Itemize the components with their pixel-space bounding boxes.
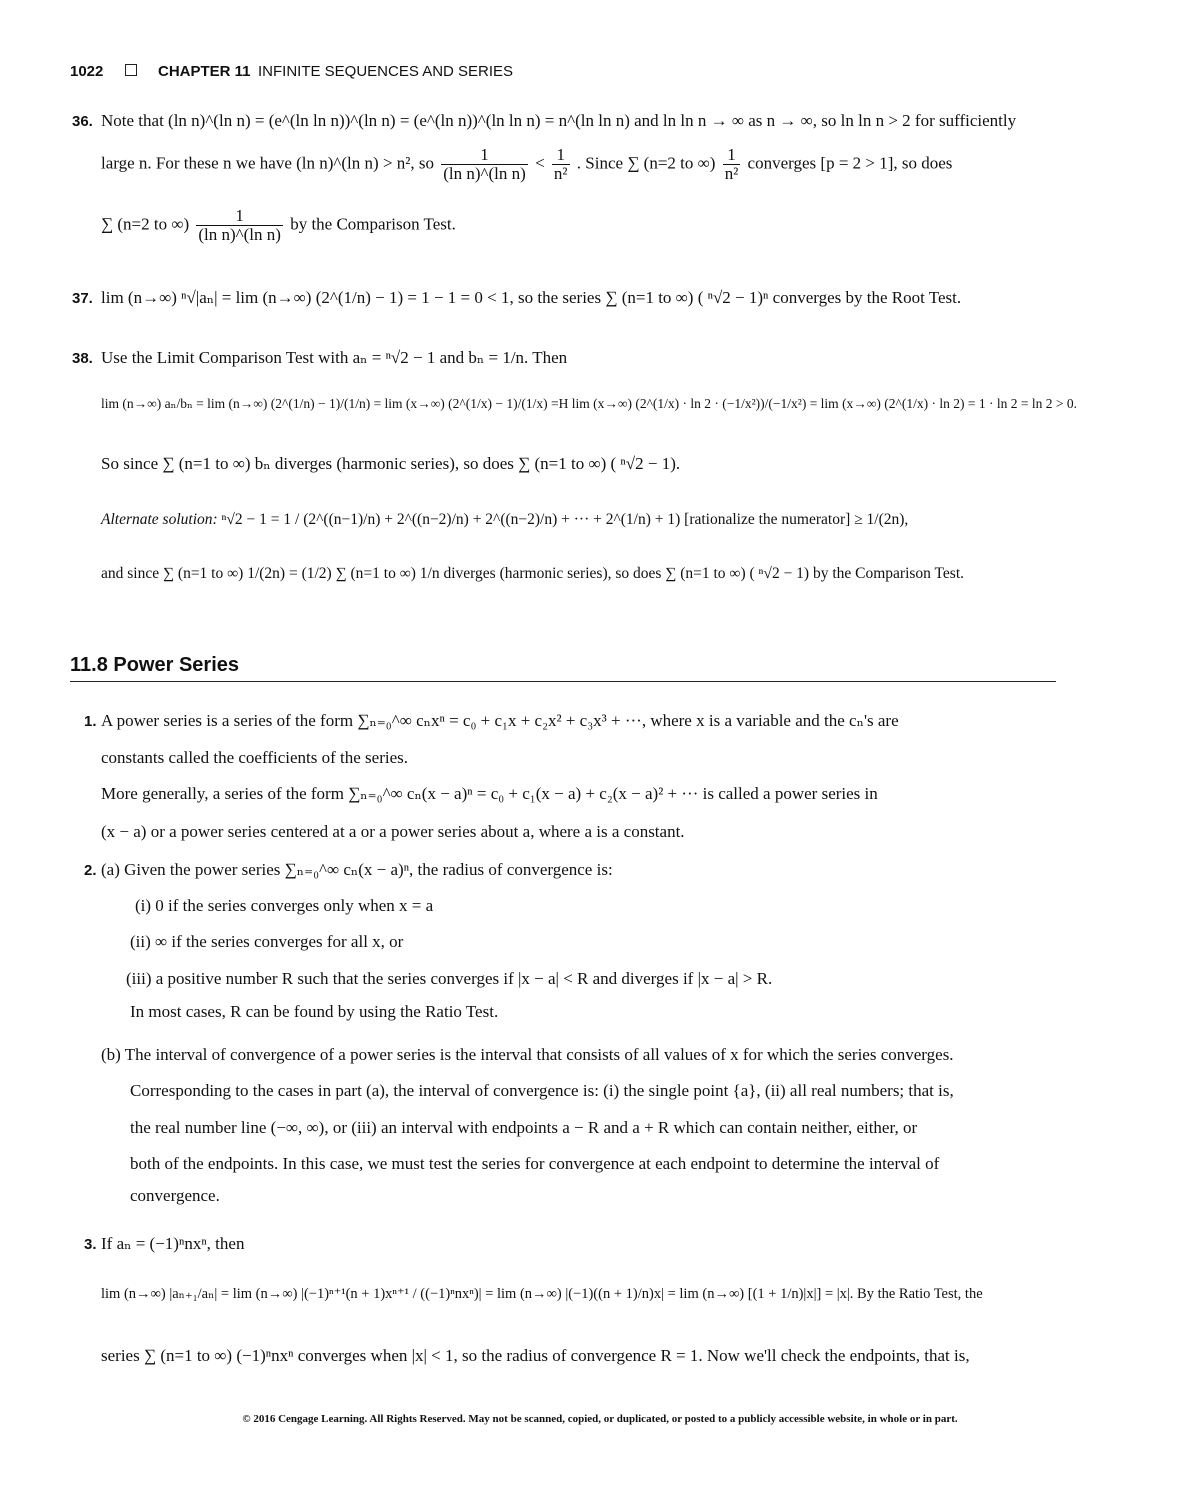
numerator: 1	[196, 207, 283, 226]
problem-38-alternate	[101, 511, 908, 529]
problem-38-line5: and since ∑ (n=1 to ∞) 1/(2n) = (1/2) ∑ (n=1 to ∞) 1/n diverges (harmonic series), so does ∑ (n=1 to ∞) ( ⁿ√2 − 1) by the Comparison Test.	[101, 565, 965, 582]
problem-38-number: 38.	[72, 350, 93, 367]
page-number: 1022	[70, 63, 104, 80]
denominator: (ln n)^(ln n)	[443, 164, 526, 183]
copyright-icon: ©	[242, 1413, 251, 1425]
copyright-footer	[0, 1413, 1200, 1425]
power-series-2-b-line1: (b) The interval of convergence of a power series is the interval that consists of all values of x for which the series converges.	[101, 1045, 954, 1064]
power-series-1-line2: constants called the coefficients of the series.	[101, 748, 408, 767]
numerator: 1	[441, 146, 528, 165]
summation: ∑ (n=2 to ∞)	[101, 214, 190, 234]
copyright-text: 2016 Cengage Learning. All Rights Reserved. May not be scanned, copied, or duplicated, or posted to a publicly accessible website, in whole or in part.	[253, 1413, 958, 1425]
power-series-1-number: 1.	[84, 713, 97, 730]
alternate-solution-label: Alternate solution:	[101, 511, 218, 528]
fraction	[552, 146, 570, 183]
problem-36-line2-c: . Since	[576, 153, 624, 173]
power-series-2-a: (a) Given the power series ∑ₙ₌₀^∞ cₙ(x − a)ⁿ, the radius of convergence is:	[101, 860, 613, 879]
problem-37-text-b: ( ⁿ√2 − 1)ⁿ converges by the Root Test.	[697, 288, 962, 307]
power-series-2-number: 2.	[84, 862, 97, 879]
numerator: 1	[552, 146, 570, 165]
power-series-2-b-line4: both of the endpoints. In this case, we must test the series for convergence at each endpoint to determine the interval of	[130, 1154, 940, 1173]
alternate-solution-text: ⁿ√2 − 1 = 1 / (2^((n−1)/n) + 2^((n−2)/n) + 2^((n−2)/n) + ··· + 2^(1/n) + 1) [rationalize the numerator] ≥ 1/(2n),	[221, 511, 909, 528]
power-series-3-line1: If aₙ = (−1)ⁿnxⁿ, then	[101, 1234, 245, 1253]
summation: ∑ (n=2 to ∞)	[627, 153, 716, 173]
problem-37-line	[101, 288, 961, 308]
power-series-2-b-line2: Corresponding to the cases in part (a), the interval of convergence is: (i) the single point {a}, (ii) all real numbers; that is,	[130, 1081, 954, 1100]
power-series-2-a-i: (i) 0 if the series converges only when x = a	[135, 896, 434, 915]
denominator: n²	[724, 164, 739, 183]
problem-36-number: 36.	[72, 113, 93, 130]
power-series-2-b-line3: the real number line (−∞, ∞), or (iii) an interval with endpoints a − R and a + R which can contain neither, either, or	[130, 1118, 918, 1137]
problem-36-line2-b: <	[535, 153, 545, 173]
fraction	[441, 146, 528, 183]
header-box-icon	[125, 64, 137, 76]
problem-37-text-a: lim (n→∞) ⁿ√|aₙ| = lim (n→∞) (2^(1/n) − 1) = 1 − 1 = 0 < 1, so the series	[101, 288, 602, 307]
fraction	[723, 146, 741, 183]
power-series-2-b-line5: convergence.	[130, 1186, 220, 1205]
power-series-2-a-ii: (ii) ∞ if the series converges for all x, or	[130, 932, 404, 951]
problem-38-line2: lim (n→∞) aₙ/bₙ = lim (n→∞) (2^(1/n) − 1)/(1/n) = lim (x→∞) (2^(1/x) − 1)/(1/x) =H lim (x→∞) (2^(1/x) · ln 2 · (−1/x²))/(−1/x²) = lim (x→∞) (2^(1/x) · ln 2) = 1 · ln 2 = ln 2 > 0.	[101, 396, 1077, 411]
problem-36-line2-d: converges [p = 2 > 1], so does	[747, 153, 953, 173]
fraction	[196, 207, 283, 244]
chapter-title: INFINITE SEQUENCES AND SERIES	[258, 63, 514, 80]
problem-38-line3: So since ∑ (n=1 to ∞) bₙ diverges (harmonic series), so does ∑ (n=1 to ∞) ( ⁿ√2 − 1).	[101, 454, 681, 473]
problem-38-line1: Use the Limit Comparison Test with aₙ = ⁿ√2 − 1 and bₙ = 1/n. Then	[101, 348, 568, 367]
problem-36-line2	[101, 146, 952, 183]
power-series-1-line4: (x − a) or a power series centered at a or a power series about a, where a is a constant.	[101, 822, 685, 841]
summation: ∑ (n=1 to ∞)	[605, 288, 694, 307]
problem-36-line1: Note that (ln n)^(ln n) = (e^(ln ln n))^(ln n) = (e^(ln n))^(ln ln n) = n^(ln ln n) and ln ln n → ∞ as n → ∞, so ln ln n > 2 for sufficiently	[101, 111, 1017, 130]
power-series-2-ratio-note: In most cases, R can be found by using the Ratio Test.	[130, 1002, 499, 1021]
denominator: (ln n)^(ln n)	[198, 225, 281, 244]
problem-37-number: 37.	[72, 290, 93, 307]
problem-36-line3-text: by the Comparison Test.	[290, 214, 456, 234]
power-series-1-line1: A power series is a series of the form ∑ₙ₌₀^∞ cₙxⁿ = c₀ + c₁x + c₂x² + c₃x³ + ···, where x is a variable and the cₙ's are	[101, 711, 899, 730]
section-heading: 11.8 Power Series	[70, 654, 240, 676]
numerator: 1	[723, 146, 741, 165]
denominator: n²	[553, 164, 568, 183]
power-series-2-a-iii: (iii) a positive number R such that the series converges if |x − a| < R and diverges if |x − a| > R.	[126, 969, 773, 988]
power-series-1-line3: More generally, a series of the form ∑ₙ₌₀^∞ cₙ(x − a)ⁿ = c₀ + c₁(x − a) + c₂(x − a)² + ··· is called a power series in	[101, 784, 878, 803]
section-divider	[70, 681, 1056, 682]
power-series-3-line3: series ∑ (n=1 to ∞) (−1)ⁿnxⁿ converges when |x| < 1, so the radius of convergence R = 1. Now we'll check the endpoints, that is,	[101, 1346, 970, 1365]
chapter-label: CHAPTER 11	[158, 63, 251, 80]
problem-36-line3	[101, 207, 456, 244]
power-series-3-number: 3.	[84, 1236, 97, 1253]
problem-36-line2-a: large n. For these n we have (ln n)^(ln n) > n², so	[101, 153, 434, 173]
power-series-3-line2: lim (n→∞) |aₙ₊₁/aₙ| = lim (n→∞) |(−1)ⁿ⁺¹(n + 1)xⁿ⁺¹ / ((−1)ⁿnxⁿ)| = lim (n→∞) |(−1)((n + 1)/n)x| = lim (n→∞) [(1 + 1/n)|x|] = |x|. By the Ratio Test, the	[101, 1286, 983, 1302]
